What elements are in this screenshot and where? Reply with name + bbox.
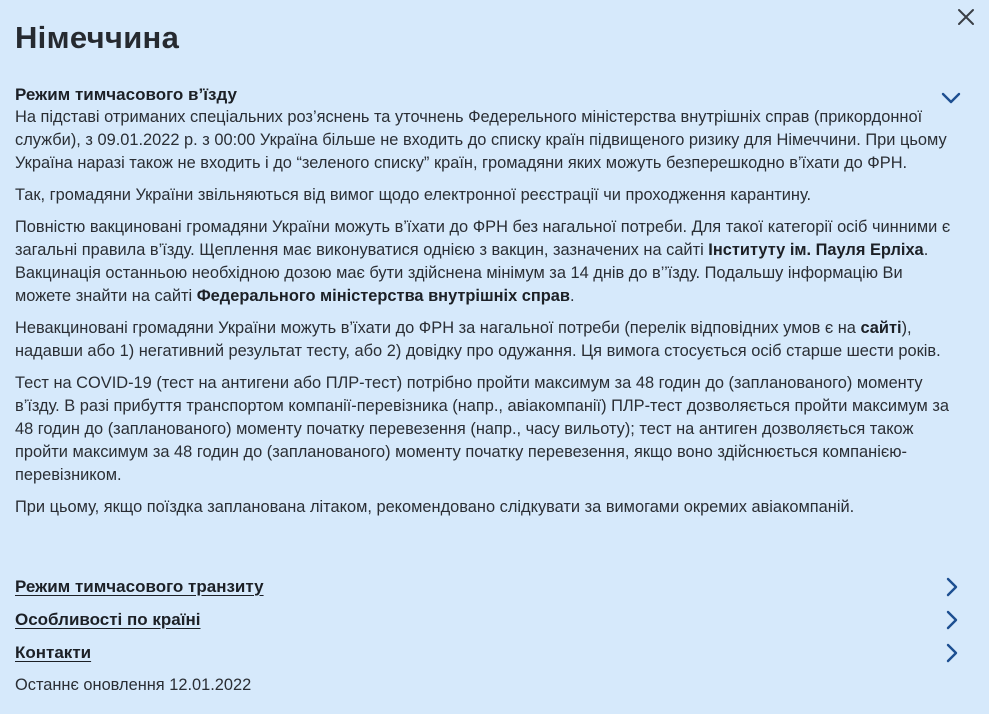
- paragraph-unvaccinated-text-a: Невакциновані громадяни України можуть в’їхати до ФРН за нагальної потреби (перелік відповідних умов є на: [15, 319, 861, 337]
- paragraph-vaccinated-text-c: .: [569, 287, 575, 305]
- page-title: Німеччина: [15, 20, 180, 55]
- chevron-right-icon[interactable]: [941, 642, 963, 664]
- close-button[interactable]: [955, 6, 977, 28]
- conditions-site-link[interactable]: сайті: [860, 319, 902, 337]
- last-updated: Останнє оновлення 12.01.2022: [15, 676, 252, 694]
- paragraph-unvaccinated: [15, 317, 960, 363]
- paragraph-vaccinated: [15, 216, 960, 308]
- interior-ministry-link[interactable]: Федерального міністерства внутрішніх справ: [196, 287, 570, 305]
- close-icon: [955, 6, 977, 28]
- paragraph-unvaccinated-text-b: ), надавши або 1) негативний результат тесту, або 2) довідку про одужання. Ця вимога стосується осіб старше шести років.: [15, 319, 941, 360]
- section-contacts-label[interactable]: Контакти: [15, 643, 92, 662]
- section-temporary-entry-title: Режим тимчасового в’їзду: [15, 85, 237, 104]
- section-temporary-entry: [15, 84, 960, 519]
- paragraph-exemptions: Так, громадяни України звільняються від вимог щодо електронної реєстрації чи проходження карантину.: [15, 186, 812, 204]
- section-temporary-entry-header[interactable]: [15, 84, 960, 106]
- paragraph-vaccinated-text-a: Повністю вакциновані громадяни України можуть в’їхати до ФРН без нагальної потреби. Для такої категорії осіб чинними є загальні правила в’їзду. Щеплення має виконуватися однією з вакцин, зазначених на сайті: [15, 218, 951, 259]
- section-contacts[interactable]: [15, 641, 963, 665]
- section-temporary-transit[interactable]: [15, 575, 963, 599]
- section-temporary-entry-body: [15, 106, 960, 519]
- section-country-specifics[interactable]: [15, 608, 963, 632]
- paul-ehrlich-institute-link[interactable]: Інституту ім. Пауля Ерліха: [708, 241, 924, 259]
- chevron-down-icon[interactable]: [940, 87, 962, 109]
- paragraph-covid-test: Тест на COVID-19 (тест на антигени або ПЛР-тест) потрібно пройти максимум за 48 годин до (запланованого) моменту в’їзду. В разі прибуття транспортом компанії-перевізника (напр., авіакомпанії) ПЛР-тест дозволяється пройти максимум за 48 годин до (запланованого) моменту початку перевезення (напр., часу вильоту); тест на антиген дозволяється також пройти максимум за 48 годин до (запланованого) моменту початку перевезення, якщо воно здійснюється компанією-перевізником.: [15, 374, 949, 484]
- chevron-right-icon[interactable]: [941, 576, 963, 598]
- paragraph-vaccinated-text-b: . Вакцинація останньою необхідною дозою має бути здійснена мінімум за 14 днів до в’’їзду. Подальшу інформацію Ви можете знайти на сайті: [15, 241, 929, 305]
- section-temporary-transit-label[interactable]: Режим тимчасового транзиту: [15, 577, 264, 596]
- section-country-specifics-label[interactable]: Особливості по країні: [15, 610, 201, 629]
- chevron-right-icon[interactable]: [941, 609, 963, 631]
- paragraph-risk-status: На підставі отриманих спеціальних роз’яснень та уточнень Федерельного міністерства внутрішніх справ (прикордонної служби), з 09.01.2022 р. з 00:00 Україна більше не входить до списку країн підвищеного ризику для Німеччини. При цьому Україна наразі також не входить і до “зеленого списку” країн, громадяни яких можуть безперешкодно в’їхати до ФРН.: [15, 108, 947, 172]
- paragraph-airline-note: При цьому, якщо поїздка запланована літаком, рекомендовано слідкувати за вимогами окремих авіакомпаній.: [15, 498, 855, 516]
